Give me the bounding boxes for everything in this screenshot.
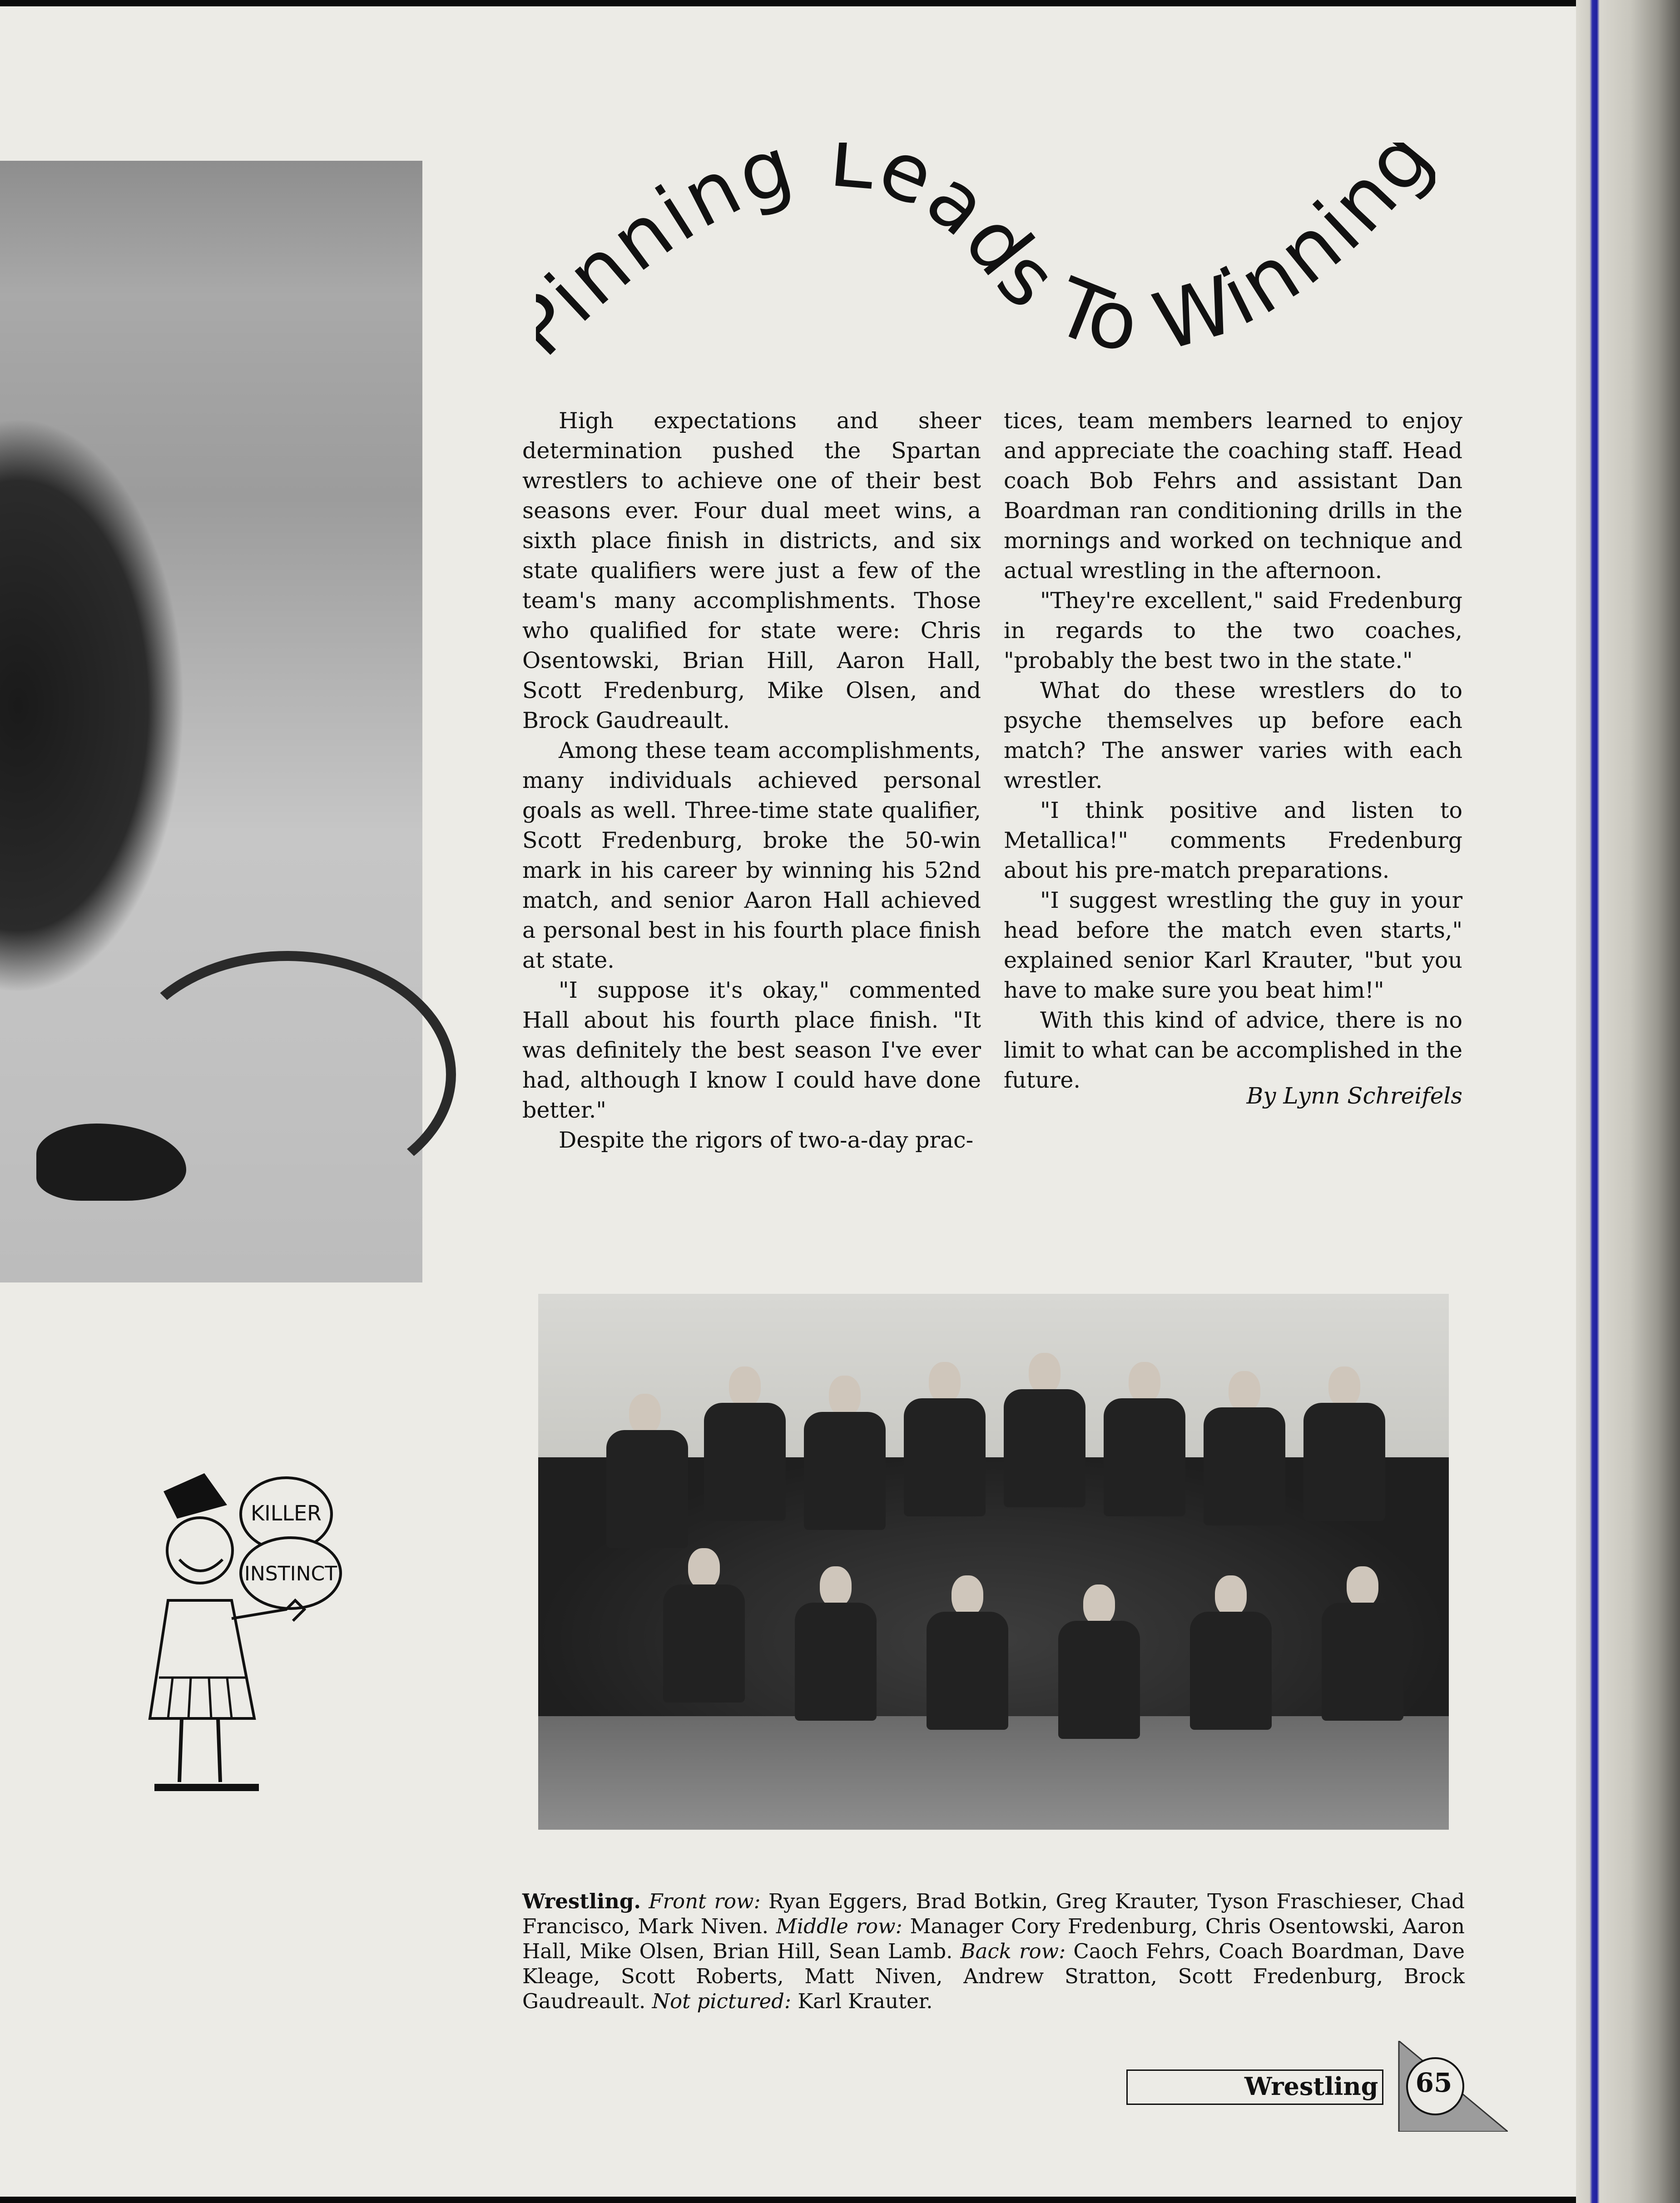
person-body bbox=[927, 1612, 1008, 1730]
bubble-text-instinct: INSTINCT bbox=[244, 1562, 337, 1585]
person-head bbox=[1029, 1353, 1061, 1394]
article-paragraph: tices, team members learned to enjoy and appreciate the coaching staff. Head coach Bob Fehrs and assistant Dan Boardman ran conditioning drills in the mornings and worked on technique and actual wrestling in the afternoon. bbox=[1004, 408, 1462, 584]
article-column-left bbox=[522, 406, 981, 1155]
article-paragraph: Among these team accomplishments, many individuals achieved personal goals as well. Three-time state qualifier, Scott Fredenburg, broke the 50-win mark in his career by winning his 52nd match, and senior Aaron Hall achieved a personal best in his fourth place finish at state. bbox=[522, 738, 981, 973]
person-body bbox=[1004, 1389, 1085, 1507]
folio-section-label: Wrestling bbox=[1244, 2072, 1378, 2101]
person-head bbox=[929, 1362, 961, 1403]
person-head bbox=[1229, 1371, 1260, 1412]
article-paragraph: Despite the rigors of two-a-day prac- bbox=[559, 1127, 974, 1153]
helmet-crest bbox=[164, 1473, 227, 1519]
caption-not-pictured-label: Not pictured: bbox=[652, 1989, 792, 2013]
person-head bbox=[1328, 1366, 1360, 1407]
person-body bbox=[1104, 1398, 1185, 1516]
team-photo bbox=[538, 1294, 1449, 1830]
caption-back-names: Caoch Fehrs, Coach Boardman, Dave Kleage, Scott Roberts, Matt Niven, Andrew Stratton, Scott Fredenburg, Brock Gaudreault. bbox=[522, 1939, 1465, 2013]
person-head bbox=[829, 1376, 861, 1416]
page-number: 65 bbox=[1415, 2067, 1452, 2098]
caption-lead: Wrestling. bbox=[522, 1889, 641, 1913]
caption-front-names: Ryan Eggers, Brad Botkin, Greg Krauter, Tyson Fraschieser, Chad Francisco, Mark Niven. bbox=[522, 1889, 1465, 1938]
person-body bbox=[1322, 1603, 1403, 1721]
person-body bbox=[704, 1403, 786, 1521]
bubble-text-killer: KILLER bbox=[250, 1501, 322, 1525]
person-head bbox=[729, 1366, 761, 1407]
headline bbox=[536, 143, 1435, 397]
person-body bbox=[1204, 1407, 1285, 1525]
article-paragraph: "I suggest wrestling the guy in your head before the match even starts," explained senior Karl Krauter, "but you have to make sure you beat him!" bbox=[1004, 887, 1462, 1003]
person-head bbox=[1215, 1575, 1247, 1616]
caption-front-label: Front row: bbox=[649, 1889, 761, 1913]
article-paragraph: "They're excellent," said Fredenburg in regards to the two coaches, "probably the best two in the state." bbox=[1004, 588, 1462, 673]
wrestler-action-photo bbox=[0, 161, 422, 1282]
headline-arc bbox=[536, 143, 1435, 397]
article-paragraph: "I suppose it's okay," commented Hall about his fourth place finish. "It was definitely the best season I've ever had, although I know I could have done better." bbox=[522, 977, 981, 1123]
byline: By Lynn Schreifels bbox=[1246, 1083, 1462, 1109]
mascot-legs bbox=[179, 1718, 220, 1782]
mascot-head bbox=[167, 1518, 233, 1583]
person-head bbox=[952, 1575, 983, 1616]
article-column-right bbox=[1004, 406, 1462, 1095]
person-body bbox=[795, 1603, 877, 1721]
person-head bbox=[688, 1548, 720, 1589]
page-folio bbox=[1126, 2041, 1508, 2132]
caption-not-pictured-names: Karl Krauter. bbox=[798, 1989, 933, 2013]
caption-middle-names: Manager Cory Fredenburg, Chris Osentowski, Aaron Hall, Mike Olsen, Brian Hill, Sean Lamb. bbox=[522, 1914, 1465, 1963]
person-body bbox=[804, 1412, 886, 1530]
person-body bbox=[606, 1430, 688, 1548]
person-body bbox=[663, 1584, 745, 1703]
headline-text: inning Leads To Winnin bbox=[536, 143, 1417, 370]
team-photo-caption bbox=[522, 1889, 1465, 2014]
gym-floor bbox=[538, 1716, 1449, 1830]
spartan-mascot-cartoon bbox=[136, 1464, 372, 1809]
article-paragraph: "I think positive and listen to Metallica!" comments Fredenburg about his pre-match preparations. bbox=[1004, 797, 1462, 883]
person-head bbox=[629, 1394, 661, 1435]
person-body bbox=[1190, 1612, 1272, 1730]
person-body bbox=[1303, 1403, 1385, 1521]
article-paragraph: With this kind of advice, there is no limit to what can be accomplished in the future. bbox=[1004, 1007, 1462, 1093]
person-body bbox=[904, 1398, 986, 1516]
person-head bbox=[1083, 1584, 1115, 1625]
caption-middle-label: Middle row: bbox=[776, 1914, 902, 1938]
person-head bbox=[820, 1566, 852, 1607]
person-head bbox=[1347, 1566, 1378, 1607]
article-paragraph: What do these wrestlers do to psyche themselves up before each match? The answer varies with each wrestler. bbox=[1004, 678, 1462, 793]
person-body bbox=[1058, 1621, 1140, 1739]
person-head bbox=[1129, 1362, 1160, 1403]
article-paragraph: High expectations and sheer determination pushed the Spartan wrestlers to achieve one of their best seasons ever. Four dual meet wins, a sixth place finish in districts, and six state qualifiers were just a few of the team's many accomplishments. Those who qualified for state were: Chris Osentowski, Brian Hill, Aaron Hall, Scott Fredenburg, Mike Olsen, and Brock Gaudreault. bbox=[522, 408, 981, 733]
yearbook-page bbox=[0, 6, 1576, 2197]
book-page-edge bbox=[1576, 0, 1680, 2203]
caption-back-label: Back row: bbox=[960, 1939, 1066, 1963]
